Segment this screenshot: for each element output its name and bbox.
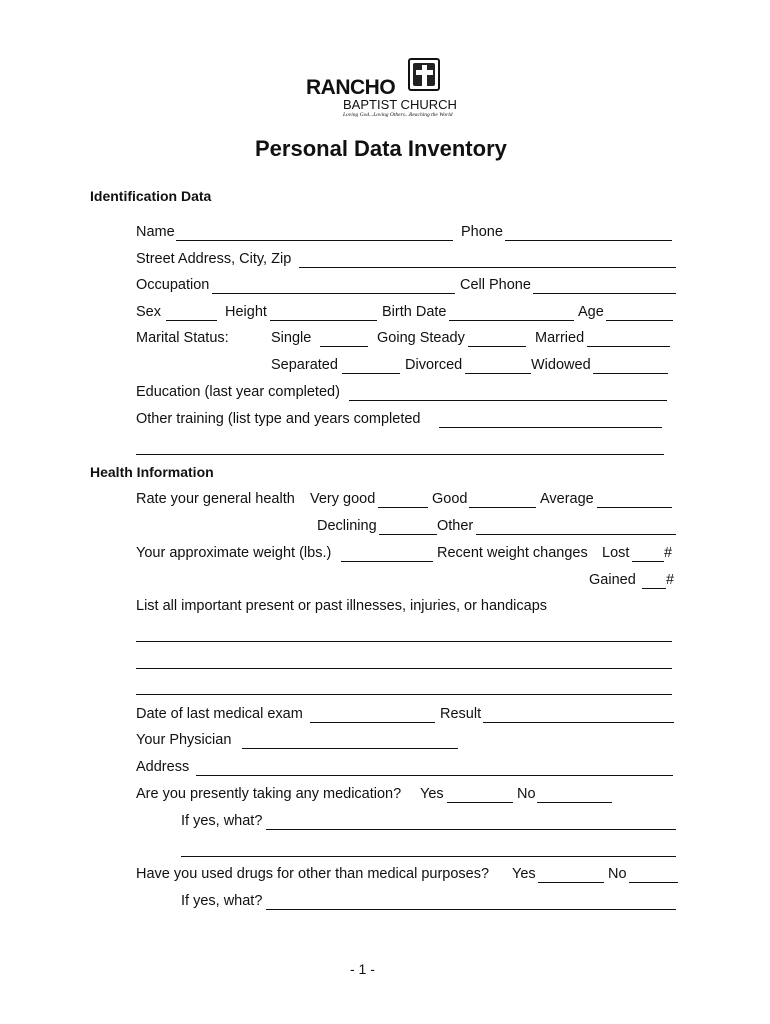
gained-field[interactable]	[642, 588, 666, 589]
drugs-what-field[interactable]	[266, 909, 676, 910]
address-label: Address	[136, 759, 190, 775]
occupation-label: Occupation	[136, 277, 210, 293]
separated-label: Separated	[271, 357, 338, 373]
weight-label: Your approximate weight (lbs.)	[136, 545, 332, 561]
other-training-label: Other training (list type and years completed	[136, 411, 421, 427]
drugs-question: Have you used drugs for other than medical purposes?	[136, 866, 490, 882]
logo-subtitle: BAPTIST CHURCH	[343, 97, 457, 112]
weight-field[interactable]	[341, 561, 433, 562]
medication-if-yes-label: If yes, what?	[181, 813, 263, 829]
going-steady-field[interactable]	[468, 346, 526, 347]
drugs-yes-field[interactable]	[538, 882, 604, 883]
phone-field[interactable]	[505, 240, 672, 241]
drugs-no-field[interactable]	[629, 882, 678, 883]
widowed-label: Widowed	[531, 357, 591, 373]
education-label: Education (last year completed)	[136, 384, 340, 400]
physician-field[interactable]	[242, 748, 458, 749]
average-field[interactable]	[597, 507, 672, 508]
result-label: Result	[440, 706, 482, 722]
medication-yes-label: Yes	[420, 786, 444, 802]
cell-phone-field[interactable]	[533, 293, 676, 294]
declining-label: Declining	[317, 518, 377, 534]
rate-health-label: Rate your general health	[136, 491, 295, 507]
birth-date-field[interactable]	[449, 320, 574, 321]
result-field[interactable]	[483, 722, 674, 723]
height-field[interactable]	[270, 320, 377, 321]
logo-name: RANCHO	[306, 76, 396, 99]
other-training-field-2[interactable]	[136, 454, 664, 455]
cell-phone-label: Cell Phone	[460, 277, 531, 293]
average-label: Average	[540, 491, 594, 507]
single-field[interactable]	[320, 346, 368, 347]
very-good-label: Very good	[310, 491, 376, 507]
section-health: Health Information	[90, 464, 214, 480]
age-field[interactable]	[606, 320, 673, 321]
medication-no-field[interactable]	[537, 802, 612, 803]
lost-label: Lost	[602, 545, 630, 561]
very-good-field[interactable]	[378, 507, 428, 508]
name-label: Name	[136, 224, 175, 240]
medication-what-field-2[interactable]	[181, 856, 676, 857]
last-exam-field[interactable]	[310, 722, 435, 723]
occupation-field[interactable]	[212, 293, 455, 294]
street-field[interactable]	[299, 267, 676, 268]
height-label: Height	[225, 304, 267, 320]
illnesses-field-3[interactable]	[136, 694, 672, 695]
gained-hash: #	[666, 572, 675, 588]
separated-field[interactable]	[342, 373, 400, 374]
last-exam-label: Date of last medical exam	[136, 706, 303, 722]
illnesses-label: List all important present or past illnesses, injuries, or handicaps	[136, 598, 548, 614]
medication-question: Are you presently taking any medication?	[136, 786, 402, 802]
address-field[interactable]	[196, 775, 673, 776]
married-field[interactable]	[587, 346, 670, 347]
education-field[interactable]	[349, 400, 667, 401]
cross-logo-icon	[408, 58, 440, 91]
drugs-if-yes-label: If yes, what?	[181, 893, 263, 909]
married-label: Married	[535, 330, 585, 346]
good-label: Good	[432, 491, 468, 507]
lost-field[interactable]	[632, 561, 664, 562]
drugs-no-label: No	[608, 866, 627, 882]
illnesses-field-2[interactable]	[136, 668, 672, 669]
sex-label: Sex	[136, 304, 161, 320]
name-field[interactable]	[176, 240, 453, 241]
good-field[interactable]	[469, 507, 536, 508]
divorced-label: Divorced	[405, 357, 463, 373]
other-field[interactable]	[476, 534, 676, 535]
physician-label: Your Physician	[136, 732, 232, 748]
sex-field[interactable]	[166, 320, 217, 321]
widowed-field[interactable]	[593, 373, 668, 374]
other-training-field[interactable]	[439, 427, 662, 428]
declining-field[interactable]	[379, 534, 437, 535]
gained-label: Gained	[589, 572, 636, 588]
other-label: Other	[437, 518, 474, 534]
illnesses-field-1[interactable]	[136, 641, 672, 642]
drugs-yes-label: Yes	[512, 866, 536, 882]
medication-what-field[interactable]	[266, 829, 676, 830]
page-number: - 1 -	[350, 961, 375, 977]
going-steady-label: Going Steady	[377, 330, 465, 346]
marital-status-label: Marital Status:	[136, 330, 229, 346]
medication-yes-field[interactable]	[447, 802, 513, 803]
birth-date-label: Birth Date	[382, 304, 447, 320]
lost-hash: #	[664, 545, 673, 561]
age-label: Age	[578, 304, 604, 320]
divorced-field[interactable]	[465, 373, 531, 374]
logo-tagline: Loving God...Loving Others...Reaching the World	[343, 112, 453, 118]
phone-label: Phone	[461, 224, 503, 240]
single-label: Single	[271, 330, 312, 346]
medication-no-label: No	[517, 786, 536, 802]
recent-changes-label: Recent weight changes	[437, 545, 588, 561]
section-identification: Identification Data	[90, 188, 212, 204]
page-title: Personal Data Inventory	[255, 136, 507, 161]
street-label: Street Address, City, Zip	[136, 251, 292, 267]
